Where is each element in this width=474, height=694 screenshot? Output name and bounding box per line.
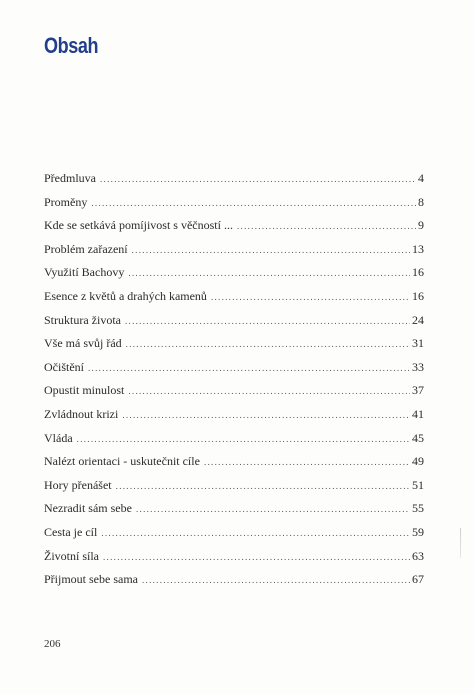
- toc-entry-title: Hory přenášet: [44, 477, 112, 492]
- toc-entry-title: Životní síla: [44, 548, 99, 563]
- toc-entry-page: 41: [412, 406, 424, 421]
- toc-entry: [44, 430, 424, 454]
- toc-entry: [44, 241, 424, 265]
- toc-entry-title: Předmluva: [44, 171, 96, 185]
- toc-dot-leader: [101, 525, 410, 541]
- toc-entry-page: 37: [412, 383, 424, 398]
- toc-entry-page: 55: [412, 501, 424, 516]
- toc-entry: [44, 548, 424, 572]
- toc-entry-title: Vláda: [44, 430, 73, 445]
- toc-dot-leader: [204, 454, 410, 470]
- toc-entry-page: 45: [412, 430, 424, 445]
- toc-entry-title: Nezradit sám sebe: [44, 501, 132, 516]
- toc-entry: [44, 264, 424, 288]
- toc-entry-title: Struktura života: [44, 312, 121, 327]
- toc-entry: [44, 288, 424, 312]
- toc-entry: [44, 571, 424, 595]
- toc-dot-leader: [91, 195, 416, 211]
- toc-entry-page: 16: [412, 265, 424, 280]
- toc-dot-leader: [125, 313, 410, 329]
- toc-dot-leader: [132, 242, 410, 258]
- toc-entry-page: 16: [412, 288, 424, 303]
- toc-dot-leader: [142, 572, 410, 588]
- toc-entry: [44, 194, 424, 218]
- toc-dot-leader: [103, 549, 410, 565]
- toc-entry-page: 33: [412, 359, 424, 374]
- toc-entry: [44, 406, 424, 430]
- toc-entry-title: Využití Bachovy: [44, 265, 125, 280]
- toc-entry-page: 13: [412, 241, 424, 256]
- toc-entry: [44, 500, 424, 524]
- table-of-contents: [44, 170, 424, 595]
- toc-dot-leader: [136, 501, 410, 517]
- toc-entry-title: Přijmout sebe sama: [44, 572, 138, 587]
- toc-entry-page: 24: [412, 312, 424, 327]
- toc-entry-title: Esence z květů a drahých kamenů: [44, 288, 207, 303]
- toc-entry: [44, 335, 424, 359]
- toc-entry-page: 8: [418, 194, 424, 209]
- toc-entry-page: 49: [412, 454, 424, 469]
- toc-entry-page: 63: [412, 548, 424, 563]
- toc-entry-title: Očištění: [44, 359, 84, 374]
- toc-entry-title: Problém zařazení: [44, 241, 128, 256]
- margin-mark: [460, 528, 461, 558]
- toc-entry: [44, 382, 424, 406]
- toc-dot-leader: [116, 478, 410, 494]
- toc-dot-leader: [128, 383, 410, 399]
- toc-dot-leader: [237, 218, 416, 234]
- toc-entry-title: Nalézt orientaci - uskutečnit cíle: [44, 454, 200, 469]
- toc-entry-title: Vše má svůj řád: [44, 336, 122, 351]
- toc-entry: [44, 217, 424, 241]
- toc-dot-leader: [128, 265, 410, 281]
- toc-entry-title: Opustit minulost: [44, 383, 125, 398]
- toc-entry: [44, 170, 424, 194]
- toc-entry-page: 31: [412, 336, 424, 351]
- toc-dot-leader: [100, 171, 416, 187]
- toc-dot-leader: [126, 336, 410, 352]
- toc-dot-leader: [77, 431, 410, 447]
- toc-entry: [44, 312, 424, 336]
- toc-entry-page: 4: [418, 171, 424, 185]
- toc-entry-title: Cesta je cíl: [44, 524, 98, 539]
- toc-entry-title: Proměny: [44, 194, 88, 209]
- page-number: 206: [44, 638, 61, 650]
- toc-entry-page: 9: [418, 218, 424, 233]
- toc-entry-title: Kde se setkává pomíjivost s věčností ...: [44, 218, 233, 233]
- toc-dot-leader: [122, 407, 410, 423]
- toc-entry-title: Zvládnout krizi: [44, 406, 119, 421]
- toc-entry-page: 67: [412, 572, 424, 587]
- toc-dot-leader: [88, 360, 410, 376]
- toc-entry: [44, 524, 424, 548]
- toc-entry: [44, 359, 424, 383]
- toc-entry: [44, 477, 424, 501]
- toc-dot-leader: [211, 289, 410, 305]
- toc-entry-page: 51: [412, 477, 424, 492]
- toc-entry: [44, 453, 424, 477]
- toc-entry-page: 59: [412, 524, 424, 539]
- page-title: Obsah: [44, 33, 99, 58]
